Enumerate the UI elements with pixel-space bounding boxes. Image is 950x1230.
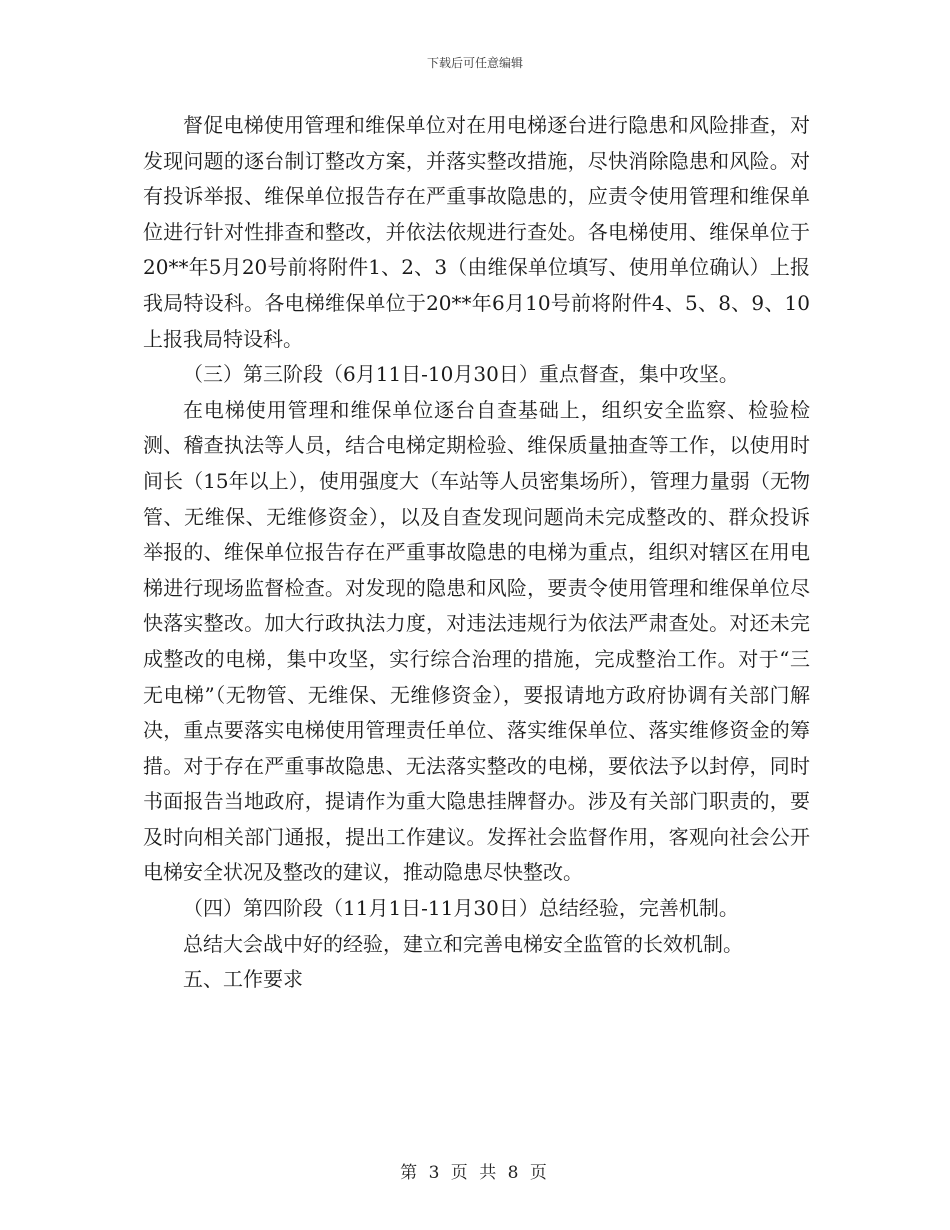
page-header: 下载后可任意编辑	[426, 56, 523, 70]
heading-phase-three: （三）第三阶段（6月11日-10月30日）重点督查，集中攻坚。	[183, 362, 739, 387]
heading-work-requirements: 五、工作要求	[183, 967, 303, 992]
paragraph-inspection-rectification: 督促电梯使用管理和维保单位对在用电梯逐台进行隐患和风险排查，对发现问题的逐台制订整改方案，并落实整改措施，尽快消除隐患和风险。对有投诉举报、维保单位报告存在严重事故隐患的，应责令使用管理和维保单位进行针对性排查和整改，并依法依规进行查处。各电梯使用、维保单位于20**年5月20号前将附件1、2、3（由维保单位填写、使用单位确认）上报我局特设科。各电梯维保单位于20**年6月10号前将附件4、5、8、9、10上报我局特设科。	[143, 113, 810, 351]
paragraph-phase-three-details: 在电梯使用管理和维保单位逐台自查基础上，组织安全监察、检验检测、稽查执法等人员，结合电梯定期检验、维保质量抽查等工作，以使用时间长（15年以上），使用强度大（车站等人员密集场所），管理力量弱（无物管、无维保、无维修资金），以及自查发现问题尚未完成整改的、群众投诉举报的、维保单位报告存在严重事故隐患的电梯为重点，组织对辖区在用电梯进行现场监督检查。对发现的隐患和风险，要责令使用管理和维保单位尽快落实整改。加大行政执法力度，对违法违规行为依法严肃查处。对还未完成整改的电梯，集中攻坚，实行综合治理的措施，完成整治工作。对于“三无电梯”（无物管、无维保、无维修资金），要报请地方政府协调有关部门解决，重点要落实电梯使用管理责任单位、落实维保单位、落实维修资金的筹措。对于存在严重事故隐患、无法落实整改的电梯，要依法予以封停，同时书面报告当地政府，提请作为重大隐患挂牌督办。涉及有关部门职责的，要及时向相关部门通报，提出工作建议。发挥社会监督作用，客观向社会公开电梯安全状况及整改的建议，推动隐患尽快整改。	[143, 397, 810, 885]
paragraph-phase-four-details: 总结大会战中好的经验，建立和完善电梯安全监管的长效机制。	[183, 931, 743, 956]
document-body	[143, 108, 810, 998]
page-number-footer: 第 3 页 共 8 页	[400, 1163, 550, 1183]
heading-phase-four: （四）第四阶段（11月1日-11月30日）总结经验，完善机制。	[183, 896, 739, 921]
